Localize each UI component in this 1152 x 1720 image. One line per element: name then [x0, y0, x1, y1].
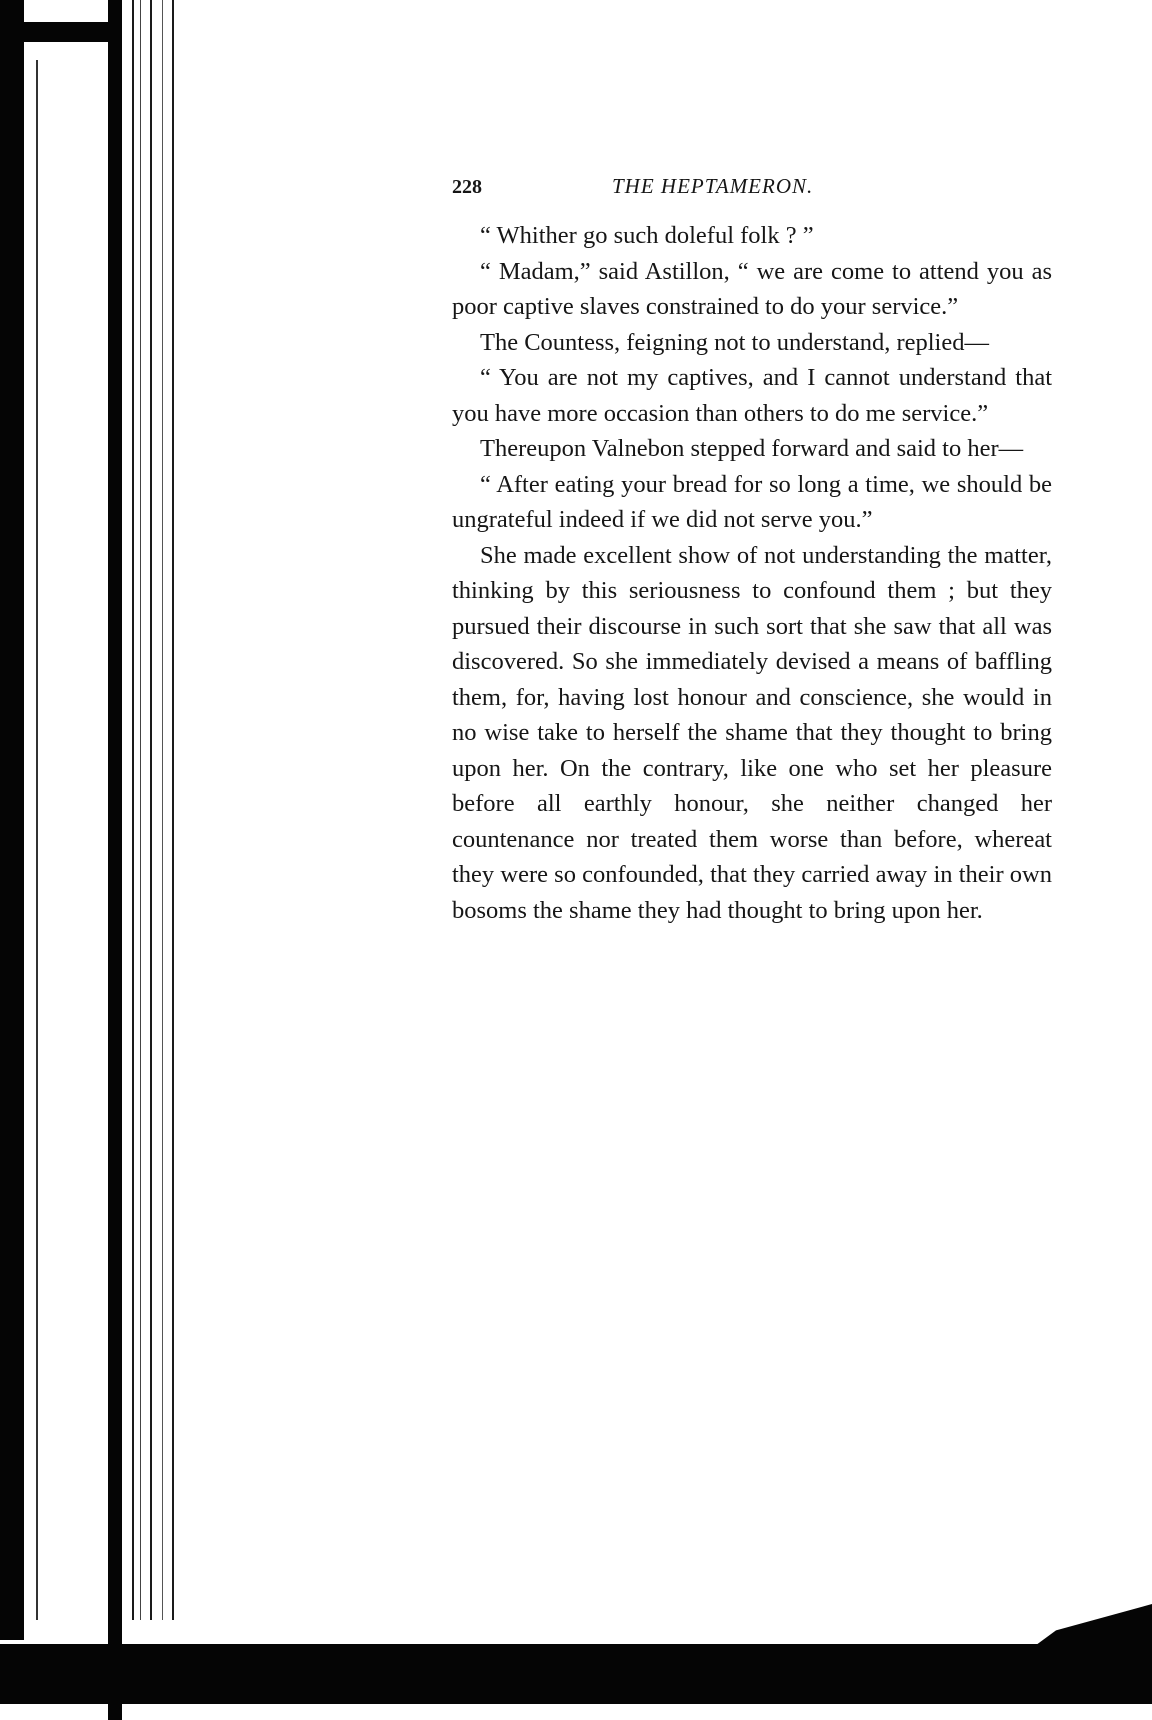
body-text	[452, 218, 1052, 928]
running-head	[452, 170, 1052, 206]
scan-binding-mark	[24, 22, 108, 42]
paragraph: “ You are not my captives, and I cannot understand that you have more occasion than others to do me service.”	[452, 364, 1052, 427]
book-page	[452, 170, 1052, 928]
paragraph: “ After eating your bread for so long a time, we should be ungrateful indeed if we did not serve you.”	[452, 470, 1052, 533]
scan-bottom-corner	[1032, 1604, 1152, 1648]
scan-bottom-edge	[0, 1644, 1152, 1704]
running-title: THE HEPTAMERON.	[612, 174, 814, 198]
scan-binding-page-edges	[128, 0, 180, 1620]
paragraph: “ Whither go such doleful folk ? ”	[480, 222, 814, 249]
scan-binding-line	[36, 60, 38, 1620]
paragraph: The Countess, feigning not to understand, replied—	[480, 328, 989, 356]
paragraph: She made excellent show of not understanding the matter, thinking by this seriousness to confound them ; but they pursued their discourse in such sort that she saw that all was discovered. So she immediately devised a means of baffling them, for, having lost honour and conscience, she would in no wise take to herself the shame that they thought to bring upon her. On the contrary, like one who set her pleasure before all earthly honour, she neither changed her countenance nor treated them worse than before, whereat they were so confounded, that they carried away in their own bosoms the shame they had thought to bring upon her.	[452, 541, 1052, 924]
paragraph: “ Madam,” said Astillon, “ we are come to attend you as poor captive slaves constrained to do your service.”	[452, 257, 1052, 320]
paragraph: Thereupon Valnebon stepped forward and said to her—	[480, 435, 1024, 462]
page-number: 228	[452, 176, 482, 198]
scan-binding-column	[108, 0, 122, 1720]
scan-binding-edge	[0, 0, 24, 1640]
